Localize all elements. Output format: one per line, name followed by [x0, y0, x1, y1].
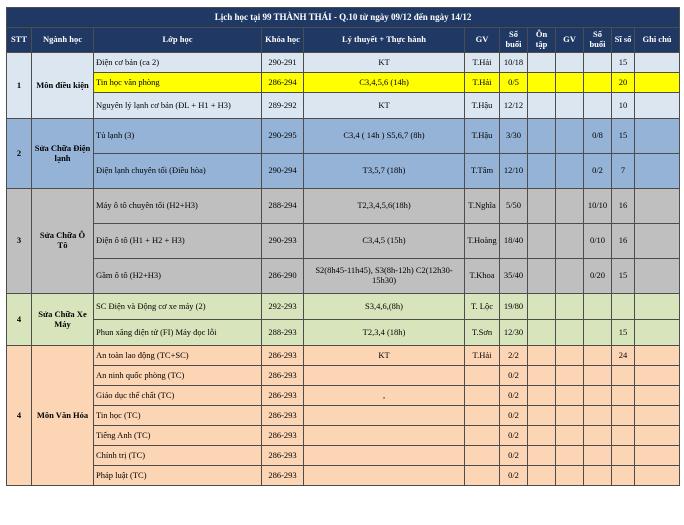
cell-siso [612, 446, 635, 466]
cell-ontap [528, 466, 556, 486]
table-row [7, 466, 680, 486]
cell-siso: 15 [612, 320, 635, 346]
cell-sobuoi2: 0/8 [584, 119, 612, 154]
group-stt: 4 [7, 346, 32, 486]
cell-lop: An toàn lao động (TC+SC) [94, 346, 262, 366]
cell-lythuyet [304, 426, 465, 446]
cell-gv: T.Hải [465, 73, 500, 93]
header-ontap: Ôn tập [528, 28, 556, 53]
cell-gv [465, 366, 500, 386]
cell-lythuyet: , [304, 386, 465, 406]
cell-gv2 [556, 259, 584, 294]
cell-khoa: 288-293 [262, 320, 304, 346]
cell-lop: Gầm ô tô (H2+H3) [94, 259, 262, 294]
header-sobuoi2: Số buổi [584, 28, 612, 53]
cell-lop: SC Điện và Động cơ xe máy (2) [94, 294, 262, 320]
cell-sobuoi2 [584, 73, 612, 93]
cell-sobuoi: 0/2 [500, 406, 528, 426]
cell-siso: 15 [612, 53, 635, 73]
cell-sobuoi: 0/5 [500, 73, 528, 93]
cell-ontap [528, 386, 556, 406]
cell-gv2 [556, 119, 584, 154]
cell-sobuoi: 0/2 [500, 446, 528, 466]
header-nganh: Ngành học [32, 28, 94, 53]
group-nganh: Sửa Chữa Xe Máy [32, 294, 94, 346]
header-lythuyet: Lý thuyết + Thực hành [304, 28, 465, 53]
cell-siso: 15 [612, 119, 635, 154]
table-row [7, 320, 680, 346]
cell-ontap [528, 446, 556, 466]
cell-ontap [528, 294, 556, 320]
cell-gv2 [556, 53, 584, 73]
cell-lythuyet: C3,4,5 (15h) [304, 224, 465, 259]
header-ghichu: Ghi chú [635, 28, 680, 53]
cell-ghichu [635, 366, 680, 386]
cell-lythuyet: C3,4,5,6 (14h) [304, 73, 465, 93]
group-nganh: Môn Văn Hóa [32, 346, 94, 486]
cell-lythuyet [304, 466, 465, 486]
cell-gv: T.Hậu [465, 93, 500, 119]
cell-siso: 24 [612, 346, 635, 366]
table-row [7, 259, 680, 294]
table-row [7, 53, 680, 73]
cell-gv [465, 466, 500, 486]
cell-lythuyet [304, 446, 465, 466]
table-row [7, 189, 680, 224]
cell-sobuoi: 18/40 [500, 224, 528, 259]
cell-lythuyet: T3,5,7 (18h) [304, 154, 465, 189]
cell-lythuyet: T2,3,4,5,6(18h) [304, 189, 465, 224]
cell-lop: Điện lạnh chuyên tối (Điều hòa) [94, 154, 262, 189]
cell-sobuoi2 [584, 406, 612, 426]
cell-khoa: 286-293 [262, 466, 304, 486]
header-siso: Sĩ số [612, 28, 635, 53]
group-stt: 3 [7, 189, 32, 294]
cell-ghichu [635, 189, 680, 224]
table-row [7, 294, 680, 320]
table-row [7, 154, 680, 189]
cell-khoa: 288-294 [262, 189, 304, 224]
header-lop: Lớp học [94, 28, 262, 53]
cell-siso: 20 [612, 73, 635, 93]
cell-lythuyet: KT [304, 53, 465, 73]
cell-ontap [528, 366, 556, 386]
header-stt: STT [7, 28, 32, 53]
cell-ontap [528, 73, 556, 93]
table-row [7, 446, 680, 466]
cell-ontap [528, 406, 556, 426]
table-row [7, 426, 680, 446]
cell-sobuoi: 5/50 [500, 189, 528, 224]
cell-khoa: 289-292 [262, 93, 304, 119]
cell-sobuoi: 12/12 [500, 93, 528, 119]
table-row [7, 386, 680, 406]
cell-sobuoi: 0/2 [500, 386, 528, 406]
cell-gv2 [556, 189, 584, 224]
table-row [7, 119, 680, 154]
cell-khoa: 286-293 [262, 406, 304, 426]
cell-khoa: 286-290 [262, 259, 304, 294]
cell-siso: 16 [612, 189, 635, 224]
cell-sobuoi: 12/30 [500, 320, 528, 346]
cell-lythuyet: KT [304, 346, 465, 366]
cell-lop: Tin học văn phòng [94, 73, 262, 93]
cell-ontap [528, 320, 556, 346]
cell-lop: Tin học (TC) [94, 406, 262, 426]
cell-sobuoi2: 0/20 [584, 259, 612, 294]
schedule-sheet [6, 7, 679, 522]
group-nganh: Sửa Chữa Ô Tô [32, 189, 94, 294]
cell-siso [612, 426, 635, 446]
cell-sobuoi2 [584, 294, 612, 320]
cell-ghichu [635, 154, 680, 189]
cell-sobuoi: 2/2 [500, 346, 528, 366]
cell-gv2 [556, 346, 584, 366]
table-row [7, 406, 680, 426]
cell-sobuoi: 3/30 [500, 119, 528, 154]
cell-gv: T.Nghĩa [465, 189, 500, 224]
cell-lythuyet: T2,3,4 (18h) [304, 320, 465, 346]
cell-gv2 [556, 366, 584, 386]
cell-ghichu [635, 406, 680, 426]
cell-ghichu [635, 346, 680, 366]
cell-sobuoi2 [584, 466, 612, 486]
table-row-highlighted [7, 73, 680, 93]
group-stt: 4 [7, 294, 32, 346]
cell-lythuyet [304, 366, 465, 386]
cell-sobuoi2 [584, 426, 612, 446]
cell-lop: Điện cơ bản (ca 2) [94, 53, 262, 73]
cell-lythuyet: S2(8h45-11h45), S3(8h-12h) C2(12h30-15h30) [304, 259, 465, 294]
header-row [7, 28, 680, 53]
cell-siso: 16 [612, 224, 635, 259]
cell-lop: Phun xăng điện tử (FI) Máy đọc lỗi [94, 320, 262, 346]
table-row [7, 93, 680, 119]
cell-sobuoi2: 0/10 [584, 224, 612, 259]
cell-ghichu [635, 259, 680, 294]
cell-ontap [528, 224, 556, 259]
cell-ontap [528, 93, 556, 119]
group-nganh: Sửa Chữa Điện lạnh [32, 119, 94, 189]
cell-ghichu [635, 93, 680, 119]
cell-gv [465, 446, 500, 466]
cell-ontap [528, 154, 556, 189]
table-row [7, 224, 680, 259]
cell-ontap [528, 259, 556, 294]
cell-khoa: 286-293 [262, 426, 304, 446]
cell-ontap [528, 53, 556, 73]
cell-gv2 [556, 320, 584, 346]
cell-ontap [528, 119, 556, 154]
cell-gv: T.Hoàng [465, 224, 500, 259]
cell-sobuoi2 [584, 53, 612, 73]
cell-gv2 [556, 224, 584, 259]
header-sobuoi: Số buổi [500, 28, 528, 53]
cell-sobuoi2 [584, 93, 612, 119]
cell-lop: Pháp luật (TC) [94, 466, 262, 486]
cell-lop: Giáo dục thể chất (TC) [94, 386, 262, 406]
cell-gv: T.Hậu [465, 119, 500, 154]
cell-sobuoi2: 0/2 [584, 154, 612, 189]
cell-lythuyet: S3,4,6,(8h) [304, 294, 465, 320]
cell-sobuoi2 [584, 366, 612, 386]
cell-lythuyet [304, 406, 465, 426]
cell-sobuoi: 0/2 [500, 466, 528, 486]
header-gv2: GV [556, 28, 584, 53]
cell-gv: T. Lộc [465, 294, 500, 320]
cell-lop: Tủ lạnh (3) [94, 119, 262, 154]
cell-khoa: 292-293 [262, 294, 304, 320]
cell-gv: T.Sơn [465, 320, 500, 346]
cell-gv: T.Tâm [465, 154, 500, 189]
cell-gv2 [556, 406, 584, 426]
cell-sobuoi: 0/2 [500, 366, 528, 386]
cell-sobuoi: 35/40 [500, 259, 528, 294]
cell-sobuoi2 [584, 446, 612, 466]
cell-khoa: 286-293 [262, 446, 304, 466]
schedule-table [6, 7, 680, 486]
cell-ghichu [635, 426, 680, 446]
cell-sobuoi: 19/80 [500, 294, 528, 320]
cell-gv [465, 406, 500, 426]
cell-ghichu [635, 53, 680, 73]
cell-lop: An ninh quốc phòng (TC) [94, 366, 262, 386]
cell-ghichu [635, 224, 680, 259]
cell-gv2 [556, 154, 584, 189]
cell-ghichu [635, 386, 680, 406]
cell-lop: Máy ô tô chuyên tối (H2+H3) [94, 189, 262, 224]
cell-khoa: 286-293 [262, 346, 304, 366]
cell-gv [465, 426, 500, 446]
cell-khoa: 290-291 [262, 53, 304, 73]
group-nganh: Môn điều kiện [32, 53, 94, 119]
cell-ghichu [635, 119, 680, 154]
cell-khoa: 290-293 [262, 224, 304, 259]
cell-siso [612, 466, 635, 486]
cell-gv: T.Hải [465, 346, 500, 366]
cell-gv [465, 386, 500, 406]
cell-siso: 15 [612, 259, 635, 294]
cell-khoa: 286-294 [262, 73, 304, 93]
cell-ghichu [635, 320, 680, 346]
cell-gv2 [556, 93, 584, 119]
cell-siso: 10 [612, 93, 635, 119]
cell-gv: T.Khoa [465, 259, 500, 294]
cell-lop: Điện ô tô (H1 + H2 + H3) [94, 224, 262, 259]
cell-sobuoi: 0/2 [500, 426, 528, 446]
cell-lop: Tiếng Anh (TC) [94, 426, 262, 446]
cell-siso [612, 406, 635, 426]
cell-sobuoi2 [584, 320, 612, 346]
cell-lythuyet: C3,4 ( 14h ) S5,6,7 (8h) [304, 119, 465, 154]
header-gv: GV [465, 28, 500, 53]
group-stt: 1 [7, 53, 32, 119]
table-row [7, 346, 680, 366]
cell-gv2 [556, 466, 584, 486]
cell-lop: Chính trị (TC) [94, 446, 262, 466]
cell-gv2 [556, 294, 584, 320]
cell-khoa: 286-293 [262, 386, 304, 406]
cell-khoa: 286-293 [262, 366, 304, 386]
cell-siso [612, 366, 635, 386]
group-stt: 2 [7, 119, 32, 189]
cell-ghichu [635, 446, 680, 466]
cell-khoa: 290-295 [262, 119, 304, 154]
cell-gv2 [556, 386, 584, 406]
cell-ghichu [635, 73, 680, 93]
cell-siso [612, 386, 635, 406]
cell-khoa: 290-294 [262, 154, 304, 189]
sheet-title: Lịch học tại 99 THÀNH THÁI - Q.10 từ ngày 09/12 đến ngày 14/12 [7, 8, 680, 28]
cell-lop: Nguyên lý lạnh cơ bản (ĐL + H1 + H3) [94, 93, 262, 119]
cell-lythuyet: KT [304, 93, 465, 119]
cell-gv: T.Hải [465, 53, 500, 73]
cell-gv2 [556, 446, 584, 466]
cell-ontap [528, 426, 556, 446]
cell-gv2 [556, 426, 584, 446]
cell-sobuoi2 [584, 346, 612, 366]
cell-siso: 7 [612, 154, 635, 189]
cell-sobuoi: 10/18 [500, 53, 528, 73]
cell-ontap [528, 189, 556, 224]
cell-ontap [528, 346, 556, 366]
cell-ghichu [635, 294, 680, 320]
cell-sobuoi: 12/10 [500, 154, 528, 189]
cell-sobuoi2: 10/10 [584, 189, 612, 224]
cell-gv2 [556, 73, 584, 93]
cell-ghichu [635, 466, 680, 486]
header-khoa: Khóa học [262, 28, 304, 53]
cell-sobuoi2 [584, 386, 612, 406]
cell-siso [612, 294, 635, 320]
table-row [7, 366, 680, 386]
